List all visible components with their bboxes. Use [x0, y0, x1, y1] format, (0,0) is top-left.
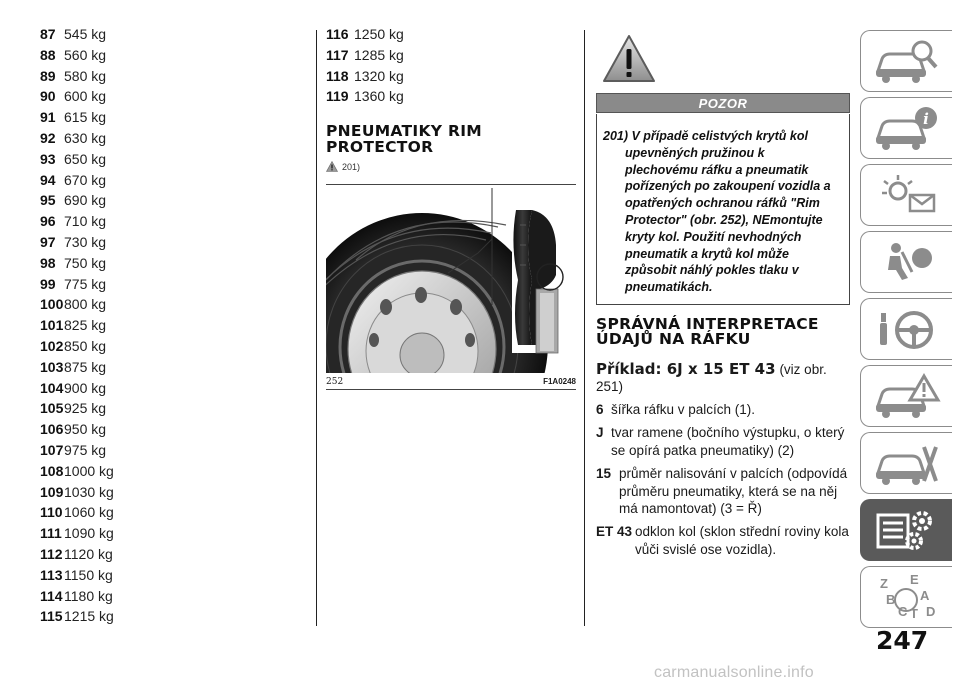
svg-text:B: B: [885, 592, 895, 607]
load-index-row: 1101060 kg: [40, 504, 114, 521]
load-index-row: 93 650 kg: [40, 150, 107, 167]
svg-text:i: i: [922, 110, 929, 128]
load-index-row: 1081000 kg: [40, 462, 114, 479]
load-index-list-right: [326, 24, 576, 107]
tab-steering-wheel[interactable]: [860, 298, 952, 360]
load-index-row: 107975 kg: [40, 441, 107, 458]
middle-column: [326, 24, 576, 390]
column-divider: [316, 30, 317, 626]
load-index-row: 94 670 kg: [40, 171, 107, 188]
load-index-row: 91 615 kg: [40, 109, 107, 126]
load-index-row: 97 730 kg: [40, 233, 107, 250]
load-index-row: 98 750 kg: [40, 254, 107, 271]
right-column: [596, 34, 850, 558]
figure-number: 252: [326, 376, 344, 387]
tab-warning-lights[interactable]: [860, 164, 952, 226]
figure-caption: [326, 374, 576, 390]
load-index-row: 102850 kg: [40, 337, 107, 354]
load-index-row: 118 1320 kg: [326, 67, 404, 84]
example-heading: Příklad: 6J x 15 ET 43 (viz obr. 251): [596, 359, 827, 394]
car-search-icon: [872, 37, 942, 85]
car-tools-icon: [872, 439, 942, 487]
figure-252: [326, 184, 576, 374]
index-icon: [872, 572, 942, 622]
svg-text:C: C: [897, 604, 907, 619]
tab-technical-data[interactable]: [860, 499, 952, 561]
svg-text:D: D: [925, 604, 935, 619]
watermark: carmanualsonline.info: [654, 664, 814, 681]
load-index-row: 117 1285 kg: [326, 46, 404, 63]
definition-item: J tvar ramene (bočního výstupku, o který se opírá patka pneumatiky) (2): [596, 425, 845, 458]
load-index-row: 105925 kg: [40, 400, 107, 417]
tab-car-tools[interactable]: [860, 432, 952, 494]
car-info-icon: [872, 104, 942, 152]
load-index-row: 96 710 kg: [40, 213, 107, 230]
column-divider: [584, 30, 585, 626]
warning-lights-icon: [872, 171, 942, 219]
steering-wheel-icon: [872, 305, 942, 353]
svg-text:E: E: [909, 572, 919, 587]
definition-item: 15 průměr nalisování v palcích (odpovídá průměru pneumatiky, která se na něj má namontovat) (3 = Ř): [596, 466, 848, 516]
warning-triangle-icon: [602, 34, 656, 84]
definition-item: ET 43 odklon kol (sklon střední roviny kola vůči svislé ose vozidla).: [596, 524, 849, 557]
load-index-row: 89 580 kg: [40, 67, 107, 84]
load-index-row: 1131150 kg: [40, 566, 113, 583]
tab-car-search[interactable]: [860, 30, 952, 92]
load-index-row: 106950 kg: [40, 421, 107, 438]
figure-reference-link[interactable]: (viz obr. 251): [596, 361, 827, 394]
svg-text:T: T: [909, 606, 918, 621]
figure-code: F1A0248: [543, 377, 576, 387]
car-warning-icon: [872, 372, 942, 420]
svg-text:Z: Z: [879, 576, 888, 591]
warning-reference[interactable]: [326, 161, 576, 172]
chapter-tabs: [860, 30, 952, 633]
load-index-row: 119 1360 kg: [326, 88, 404, 105]
page-number: 247: [876, 626, 929, 655]
load-index-row: 99 775 kg: [40, 275, 107, 292]
airbag-icon: [872, 238, 942, 286]
load-index-row: 111 1090 kg: [40, 525, 114, 542]
load-index-row: 116 1250 kg: [326, 26, 404, 42]
load-index-row: 88 560 kg: [40, 46, 107, 63]
load-index-row: 1091030 kg: [40, 483, 114, 500]
warning-box: [596, 114, 850, 305]
technical-data-icon: [870, 505, 944, 555]
load-index-row: 90 600 kg: [40, 88, 107, 105]
tab-car-info[interactable]: [860, 97, 952, 159]
section-heading-rim-protector: PNEUMATIKY RIM PROTECTOR: [326, 122, 483, 157]
load-index-row: 101825 kg: [40, 317, 107, 334]
load-index-row: 1141180 kg: [40, 587, 113, 604]
section-heading-rim-interpretation: SPRÁVNÁ INTERPRETACE ÚDAJŮ NA RÁFKU: [596, 314, 819, 348]
load-index-list-left: [40, 24, 290, 627]
definition-item: 6 šířka ráfku v palcích (1).: [596, 401, 756, 417]
load-index-row: 95 690 kg: [40, 192, 107, 209]
load-index-row: 1121120 kg: [40, 545, 113, 562]
tire-rim-illustration: [326, 185, 576, 373]
warning-title-bar: POZOR: [596, 93, 850, 113]
warning-text: 201) V případě celistvých krytů kol upevněných pružinou k plechovému ráfku a pneumatik pořízených po zakoupení vozidla a opatřených ochranou ráfků "Rim Protector" (obr. 252), NEmontujte kryty kol. Použití nevhodných pneumatik a krytů kol může způsobit náhlý pokles tlaku v pneumatikách.: [603, 129, 831, 295]
tab-index[interactable]: [860, 566, 952, 628]
load-index-row: 104900 kg: [40, 379, 107, 396]
load-index-row: 92 630 kg: [40, 129, 107, 146]
warning-triangle-icon: [326, 161, 338, 172]
svg-text:A: A: [919, 588, 929, 603]
load-index-row: 1151215 kg: [40, 608, 114, 625]
load-index-row: 100800 kg: [40, 296, 107, 313]
tab-car-warning[interactable]: [860, 365, 952, 427]
load-index-row: 87 545 kg: [40, 26, 107, 42]
tab-airbag[interactable]: [860, 231, 952, 293]
warning-reference-number: 201): [342, 161, 361, 172]
load-index-row: 103875 kg: [40, 358, 107, 375]
